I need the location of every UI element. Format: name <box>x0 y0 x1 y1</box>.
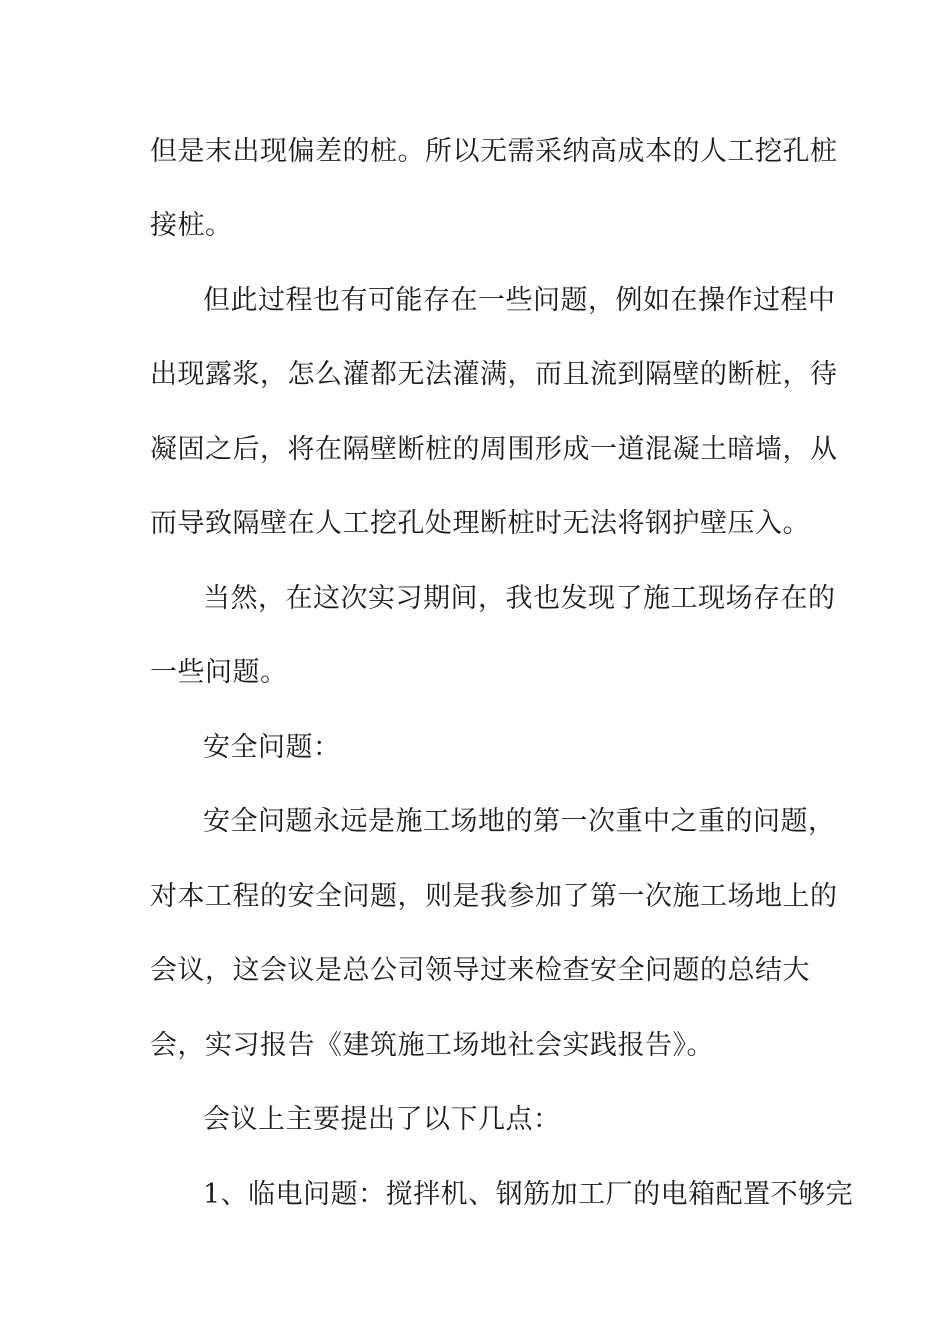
text-line: 会，实习报告《建筑施工场地社会实践报告》。 <box>150 1030 714 1061</box>
text-line: 会议，这会议是总公司领导过来检查安全问题的总结大 <box>150 955 810 986</box>
text-line: 出现露浆，怎么灌都无法灌满，而且流到隔壁的断桩，待 <box>150 359 838 390</box>
paragraph-start-line: 安全问题永远是施工场地的第一次重中之重的问题， <box>203 806 836 837</box>
list-item-line: 1、临电问题：搅拌机、钢筋加工厂的电箱配置不够完 <box>203 1179 854 1210</box>
paragraph-start-line: 当然，在这次实习期间，我也发现了施工现场存在的 <box>203 583 836 614</box>
text-line: 而导致隔壁在人工挖孔处理断桩时无法将钢护壁压入。 <box>150 508 810 539</box>
text-line: 一些问题。 <box>150 657 288 688</box>
text-line: 但是末出现偏差的桩。所以无需采纳高成本的人工挖孔桩 <box>150 136 838 167</box>
paragraph-start-line: 但此过程也有可能存在一些问题，例如在操作过程中 <box>203 285 836 316</box>
section-heading: 安全问题： <box>203 732 341 763</box>
paragraph-start-line: 会议上主要提出了以下几点： <box>203 1104 561 1135</box>
text-line: 对本工程的安全问题，则是我参加了第一次施工场地上的 <box>150 881 838 912</box>
text-line: 接桩。 <box>150 210 233 241</box>
text-line: 凝固之后，将在隔壁断桩的周围形成一道混凝土暗墙，从 <box>150 434 838 465</box>
